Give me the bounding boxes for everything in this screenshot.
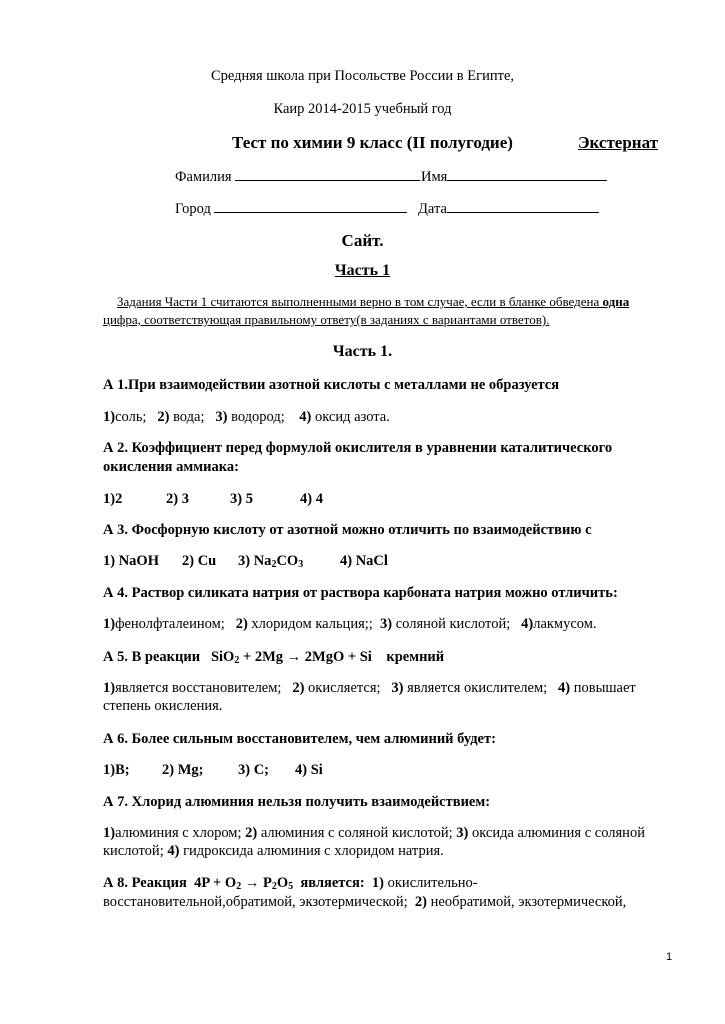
a1-opt1-num: 1): [103, 409, 116, 425]
a8-eq-b: → P: [241, 875, 272, 891]
a7-opt1-text: алюминия с хлором;: [115, 825, 242, 841]
question-a8-line1: [103, 875, 478, 892]
city-field: [175, 200, 407, 218]
a1-opt3-text: водород;: [231, 409, 285, 425]
a3-opt2: 2) Cu: [182, 553, 217, 569]
a4-opt2-text: хлоридом кальция;: [251, 616, 369, 632]
a5-opt3-text: является окислителем;: [407, 680, 548, 696]
a7-opt3-cont: кислотой;: [103, 843, 164, 859]
a7-opt2-text: алюминия с соляной кислотой;: [260, 825, 453, 841]
instructions-line2: цифра, соответствующая правильному ответу(в заданиях с вариантами ответов).: [103, 312, 550, 327]
a1-opt4-num: 4): [299, 409, 312, 425]
question-a2-line1: А 2. Коэффициент перед формулой окислителя в уравнении каталитического: [103, 440, 613, 456]
a5-label: А 5. В реакции: [103, 649, 201, 665]
surname-field: [175, 168, 420, 186]
options-a4: 1)фенолфталеином; 2) хлоридом кальция;;​: [103, 616, 373, 632]
a6-opt4: 4) Si: [295, 762, 323, 778]
a5-opt1-text: является восстановителем;: [115, 680, 282, 696]
a3-opt4: 4) NaCl: [340, 553, 388, 569]
a5-opt1-num: 1): [103, 680, 116, 696]
surname-blank-line: [235, 168, 420, 181]
a6-opt3: 3) C;: [238, 762, 270, 778]
a5-eq-rest: + 2Mg → 2MgO + Si: [239, 649, 372, 665]
options-a1: [103, 409, 390, 426]
a5-opt2-text: окисляется;: [308, 680, 381, 696]
question-a8-line2: [103, 894, 626, 911]
a3-opt3: [238, 553, 303, 570]
options-a5-line2: степень окисления.: [103, 698, 223, 714]
options-a4-cont: [380, 616, 597, 633]
name-field: [421, 168, 607, 186]
a8-line2-text: восстановительной,обратимой, экзотермической;: [103, 894, 408, 910]
a4-opt3-text: соляной кислотой;: [395, 616, 511, 632]
a2-opt4: 4) 4: [300, 491, 323, 507]
a8-equation: [194, 875, 293, 891]
a8-eq-c: O: [276, 875, 289, 891]
city-label: Город: [175, 201, 211, 217]
a8-is: является:: [300, 875, 365, 891]
a4-opt1-text: фенолфталеином;: [115, 616, 225, 632]
a8-opt1-num: 1): [371, 875, 385, 891]
a7-opt3-num: 3): [456, 825, 469, 841]
academic-year: Каир 2014-2015 учебный год: [273, 101, 452, 117]
a6-opt2: 2) Mg;: [162, 762, 204, 778]
a7-opt1-num: 1): [103, 825, 116, 841]
a5-opt3-num: 3): [391, 680, 404, 696]
name-blank-line: [447, 168, 607, 181]
a8-opt2-text: необратимой, экзотермической,: [430, 894, 627, 910]
a5-eq-si: SiO: [210, 649, 235, 665]
name-label: Имя: [421, 169, 448, 185]
question-a6: А 6. Более сильным восстановителем, чем алюминий будет:: [103, 731, 496, 747]
part1-heading-2: Часть 1.: [332, 343, 393, 360]
question-a4: А 4. Раствор силиката натрия от раствора карбоната натрия можно отличить:: [103, 585, 618, 601]
a5-opt4-text: повышает: [573, 680, 636, 696]
a4-opt3-num: 3): [380, 616, 393, 632]
question-a1: А 1.При взаимодействии азотной кислоты с металлами не образуется: [103, 377, 560, 393]
site-heading: Сайт.: [341, 231, 384, 250]
city-blank-line: [214, 200, 407, 213]
options-a5-line1: [103, 680, 636, 697]
a1-opt2-text: вода;: [173, 409, 205, 425]
a1-opt4-text: оксид азота.: [315, 409, 390, 425]
a7-opt4-text: гидроксида алюминия с хлоридом натрия.: [183, 843, 444, 859]
a3-opt3-pre: 3) Na: [238, 553, 272, 569]
a3-opt3-mid: CO: [276, 553, 299, 569]
a8-opt1-text: окислительно-: [387, 875, 478, 891]
a4-opt4-num: 4): [521, 616, 534, 632]
test-title: Тест по химии 9 класс (II полугодие): [232, 133, 513, 152]
test-mode: Экстернат: [578, 133, 659, 152]
a8-eq-sub1: 2: [236, 881, 242, 892]
question-a3: А 3. Фосфорную кислоту от азотной можно отличить по взаимодействию с: [103, 522, 592, 538]
a8-eq-sub3: 5: [288, 881, 294, 892]
instructions-text-before: Задания Части 1 считаются выполненными верно в том случае, если в бланке обведена: [117, 294, 603, 309]
school-name: Средняя школа при Посольстве России в Египте,: [210, 68, 515, 84]
a4-opt4-text: лакмусом.: [533, 616, 597, 632]
a8-eq-sub2: 2: [271, 881, 277, 892]
options-a7-line2: [103, 843, 444, 860]
a3-opt3-sub2: 3: [298, 559, 304, 570]
a2-opt3: 3) 5: [230, 491, 253, 507]
a8-label: А 8. Реакция: [103, 875, 187, 891]
part1-heading: Часть 1: [334, 262, 391, 279]
a1-opt3-num: 3): [215, 409, 228, 425]
surname-label: Фамилия: [175, 169, 232, 185]
date-field: [418, 200, 599, 218]
a7-opt3-text: оксида алюминия с соляной: [471, 825, 645, 841]
page-number: 1: [666, 951, 673, 963]
question-a7: А 7. Хлорид алюминия нельзя получить взаимодействием:: [103, 794, 491, 810]
a1-opt1-text: соль;: [115, 409, 147, 425]
a7-opt4-num: 4): [167, 843, 180, 859]
a4-opt2-num: 2): [235, 616, 248, 632]
a8-eq-a: 4P + O: [194, 875, 237, 891]
options-a7-line1: [103, 825, 645, 842]
a8-opt2-num: 2): [414, 894, 428, 910]
a3-opt3-sub: 2: [271, 559, 277, 570]
a5-eq-sub: 2: [234, 655, 240, 666]
a4-opt1-num: 1): [103, 616, 116, 632]
question-a2-line2: окисления аммиака:: [103, 459, 239, 475]
question-a5: [103, 649, 444, 666]
instructions-line1: [117, 294, 629, 310]
a2-opt1: 1)2: [103, 491, 123, 507]
instructions-bold-word: одна: [602, 294, 630, 309]
date-label: Дата: [418, 201, 447, 217]
a7-opt2-num: 2): [245, 825, 258, 841]
a5-opt2-num: 2): [292, 680, 305, 696]
a1-opt2-num: 2): [157, 409, 170, 425]
date-blank-line: [447, 200, 599, 213]
a5-opt4-num: 4): [558, 680, 571, 696]
a6-opt1: 1)B;: [103, 762, 130, 778]
a5-tail: кремний: [386, 649, 445, 665]
a2-opt2: 2) 3: [166, 491, 189, 507]
a5-equation: [211, 649, 372, 665]
a3-opt1: 1) NaOH: [103, 553, 159, 569]
